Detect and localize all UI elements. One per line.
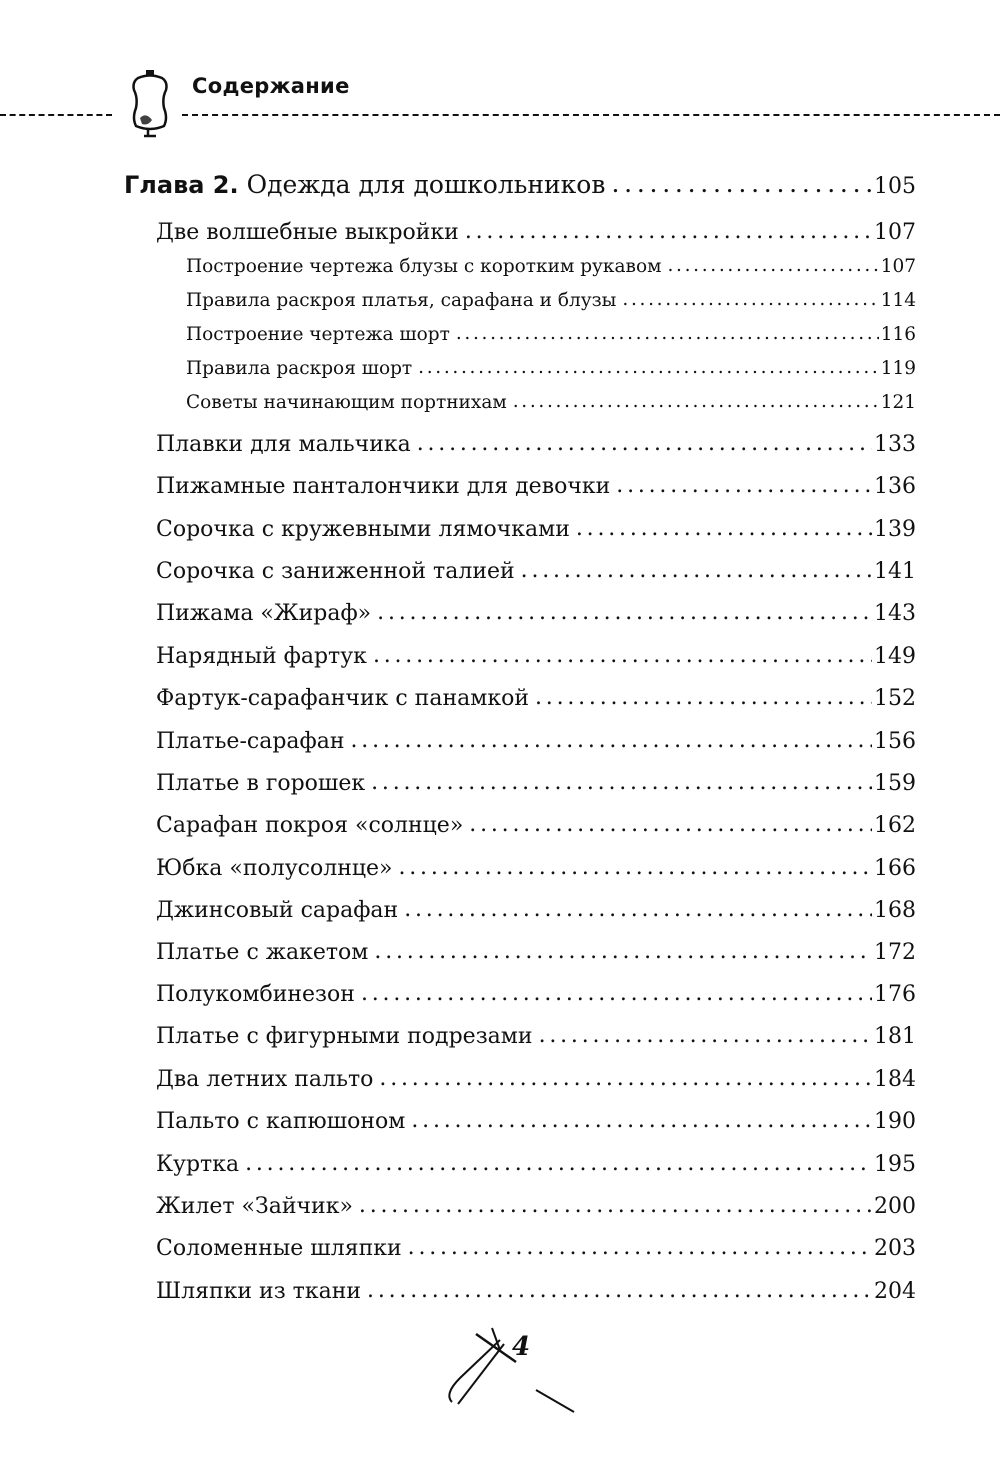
toc-entry-title: Нарядный фартук (156, 644, 367, 669)
toc-section-row[interactable] (156, 729, 916, 754)
dot-leader (456, 323, 879, 344)
toc-entry-page-number: 172 (874, 940, 916, 965)
header-dashed-rule-right (182, 114, 1000, 116)
toc-section-row[interactable] (156, 813, 916, 838)
page-number: 4 (512, 1332, 531, 1362)
toc-entry-page-number: 181 (874, 1024, 916, 1049)
dot-leader (576, 516, 872, 541)
toc-entry-title: Два летних пальто (156, 1067, 374, 1092)
toc-entry-page-number: 195 (874, 1152, 916, 1177)
toc-entry-title: Юбка «полусолнце» (156, 856, 393, 881)
needle-thread-icon (440, 1320, 590, 1415)
toc-entry-page-number: 152 (874, 686, 916, 711)
dot-leader (616, 473, 872, 498)
toc-section-row[interactable] (156, 1236, 916, 1261)
toc-entry-title: Советы начинающим портнихам (186, 392, 507, 413)
dot-leader (398, 855, 872, 880)
toc-section-row[interactable] (156, 601, 916, 626)
chapter-title: Одежда для дошкольников (246, 170, 606, 199)
toc-entry-page-number: 116 (880, 324, 916, 345)
toc-entry-page-number: 107 (880, 256, 916, 277)
toc-entry-page-number: 166 (874, 856, 916, 881)
toc-entry-page-number: 136 (874, 474, 916, 499)
toc-entry-page-number: 149 (874, 644, 916, 669)
toc-section-row[interactable] (156, 1024, 916, 1049)
toc-entry-title: Сорочка с заниженной талией (156, 559, 515, 584)
toc-entry-title: Шляпки из ткани (156, 1279, 362, 1304)
toc-section-row[interactable] (156, 686, 916, 711)
toc-entry-page-number: 184 (874, 1067, 916, 1092)
toc-section-row[interactable] (156, 898, 916, 923)
toc-section-row[interactable] (156, 644, 916, 669)
dot-leader (469, 812, 872, 837)
toc-section-row[interactable] (156, 474, 916, 499)
toc-section-row[interactable] (156, 1279, 916, 1304)
toc-entry-title: Жилет «Зайчик» (156, 1194, 353, 1219)
toc-entry-title: Фартук-сарафанчик с панамкой (156, 686, 529, 711)
mannequin-icon (124, 68, 176, 138)
toc-entry-title: Правила раскроя шорт (186, 358, 413, 379)
dot-leader (465, 219, 872, 244)
toc-entry-title: Полукомбинезон (156, 982, 355, 1007)
toc-section-row[interactable] (156, 1194, 916, 1219)
toc-section-row[interactable] (156, 517, 916, 542)
toc-entry-title: Сорочка с кружевными лямочками (156, 517, 570, 542)
dot-leader (404, 897, 872, 922)
toc-entry-title: Построение чертежа блузы с коротким рукавом (186, 256, 662, 277)
toc-subsection-row[interactable] (186, 256, 916, 277)
dot-leader (379, 1066, 872, 1091)
toc-section-row[interactable] (156, 1152, 916, 1177)
dot-leader (361, 981, 872, 1006)
dot-leader (521, 558, 872, 583)
toc-entry-title: Пальто с капюшоном (156, 1109, 406, 1134)
dot-leader (377, 600, 872, 625)
toc-entry-page-number: 139 (874, 517, 916, 542)
toc-entry-title: Сарафан покроя «солнце» (156, 813, 464, 838)
toc-entry-page-number: 204 (874, 1279, 916, 1304)
dot-leader (408, 1235, 872, 1260)
toc-entry-title: Платье с жакетом (156, 940, 369, 965)
chapter-number: Глава 2. (124, 171, 239, 199)
dot-leader (245, 1151, 872, 1176)
toc-section-row[interactable] (156, 559, 916, 584)
toc-section-row[interactable] (156, 771, 916, 796)
toc-section-row[interactable] (156, 1109, 916, 1134)
toc-entry-title: Правила раскроя платья, сарафана и блузы (186, 290, 617, 311)
dot-leader (667, 255, 878, 276)
dot-leader (535, 685, 872, 710)
toc-subsection-row[interactable] (186, 358, 916, 379)
dot-leader (371, 770, 872, 795)
dot-leader (367, 1278, 872, 1303)
toc-entry-page-number: 107 (874, 220, 916, 245)
page-header (0, 60, 1000, 140)
chapter-page-number: 105 (874, 174, 916, 199)
toc-subsection-row[interactable] (186, 392, 916, 413)
toc-entry-page-number: 168 (874, 898, 916, 923)
toc-entry-title: Две волшебные выкройки (156, 220, 459, 245)
header-dashed-rule-left (0, 114, 112, 116)
toc-section-row[interactable] (156, 940, 916, 965)
dot-leader (374, 939, 872, 964)
toc-entry-page-number: 200 (874, 1194, 916, 1219)
dot-leader (418, 357, 879, 378)
toc-section-row[interactable] (156, 982, 916, 1007)
dot-leader (417, 431, 872, 456)
toc-entry-title: Соломенные шляпки (156, 1236, 402, 1261)
dot-leader (373, 643, 872, 668)
dot-leader (411, 1108, 872, 1133)
toc-entry-title: Платье-сарафан (156, 729, 345, 754)
toc-entry-title: Платье в горошек (156, 771, 366, 796)
dot-leader (351, 728, 872, 753)
dot-leader (359, 1193, 872, 1218)
toc-section-row[interactable] (156, 220, 916, 245)
toc-entry-page-number: 162 (874, 813, 916, 838)
toc-entry-page-number: 121 (880, 392, 916, 413)
toc-entry-page-number: 119 (880, 358, 916, 379)
toc-entry-title: Построение чертежа шорт (186, 324, 450, 345)
toc-entry-page-number: 141 (874, 559, 916, 584)
toc-chapter-row[interactable] (124, 170, 916, 199)
toc-section-row[interactable] (156, 1067, 916, 1092)
toc-entry-page-number: 143 (874, 601, 916, 626)
toc-subsection-row[interactable] (186, 290, 916, 311)
dot-leader (539, 1023, 872, 1048)
toc-entry-title: Джинсовый сарафан (156, 898, 399, 923)
dot-leader (611, 169, 872, 198)
dot-leader (622, 289, 878, 310)
toc-entry-title: Плавки для мальчика (156, 432, 411, 457)
toc-entry-page-number: 156 (874, 729, 916, 754)
toc-entry-page-number: 190 (874, 1109, 916, 1134)
header-title: Содержание (192, 74, 350, 98)
toc-entry-title: Платье с фигурными подрезами (156, 1024, 533, 1049)
toc-subsection-row[interactable] (186, 324, 916, 345)
toc-entry-page-number: 114 (880, 290, 916, 311)
toc-section-row[interactable] (156, 432, 916, 457)
toc-entry-title: Пижама «Жираф» (156, 601, 372, 626)
toc-entry-title: Куртка (156, 1152, 240, 1177)
toc-entry-page-number: 176 (874, 982, 916, 1007)
toc-entry-page-number: 159 (874, 771, 916, 796)
dot-leader (513, 391, 879, 412)
toc-section-row[interactable] (156, 856, 916, 881)
toc-entry-page-number: 133 (874, 432, 916, 457)
toc-entry-title: Пижамные панталончики для девочки (156, 474, 611, 499)
toc-entry-page-number: 203 (874, 1236, 916, 1261)
